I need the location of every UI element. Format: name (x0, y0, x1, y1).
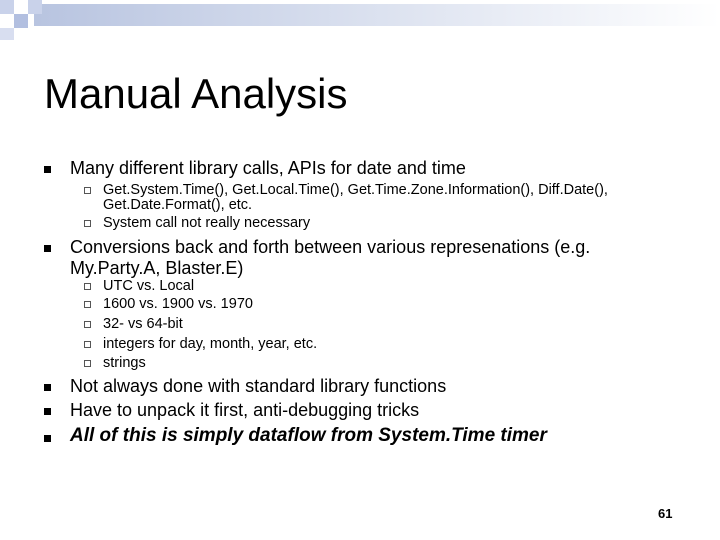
sub-bullet-text: 1600 vs. 1900 vs. 1970 (103, 296, 253, 312)
sub-bullet-text: Get.Date.Format(), etc. (103, 197, 253, 213)
hollow-square-bullet-icon (84, 321, 91, 328)
sub-bullet-text: integers for day, month, year, etc. (103, 336, 318, 352)
hollow-square-bullet-icon (84, 283, 91, 290)
square-bullet-icon (44, 435, 51, 442)
bullet-text: Conversions back and forth between various represenations (e.g. (70, 237, 591, 257)
square-bullet-icon (44, 166, 51, 173)
square-bullet-icon (44, 408, 51, 415)
hollow-square-bullet-icon (84, 187, 91, 194)
hollow-square-bullet-icon (84, 220, 91, 227)
bullet-text: Not always done with standard library functions (70, 376, 447, 396)
sub-bullet-text: System call not really necessary (103, 215, 311, 231)
hollow-square-bullet-icon (84, 360, 91, 367)
sub-bullet-text: strings (103, 355, 146, 371)
hollow-square-bullet-icon (84, 301, 91, 308)
bullet-text-emphasis: All of this is simply dataflow from System.Time timer (70, 425, 547, 446)
bullet-text: My.Party.A, Blaster.E) (70, 258, 244, 278)
square-bullet-icon (44, 245, 51, 252)
decorative-header-bar (0, 0, 720, 40)
page-number: 61 (658, 506, 673, 521)
square-bullet-icon (44, 384, 51, 391)
slide-title: Manual Analysis (44, 70, 348, 117)
hollow-square-bullet-icon (84, 341, 91, 348)
sub-bullet-text: Get.System.Time(), Get.Local.Time(), Get.Time.Zone.Information(), Diff.Date(), (103, 182, 608, 198)
sub-bullet-text: UTC vs. Local (103, 278, 195, 294)
sub-bullet-text: 32- vs 64-bit (103, 316, 183, 332)
bullet-text: Many different library calls, APIs for date and time (70, 158, 466, 178)
bullet-text: Have to unpack it first, anti-debugging tricks (70, 400, 420, 420)
